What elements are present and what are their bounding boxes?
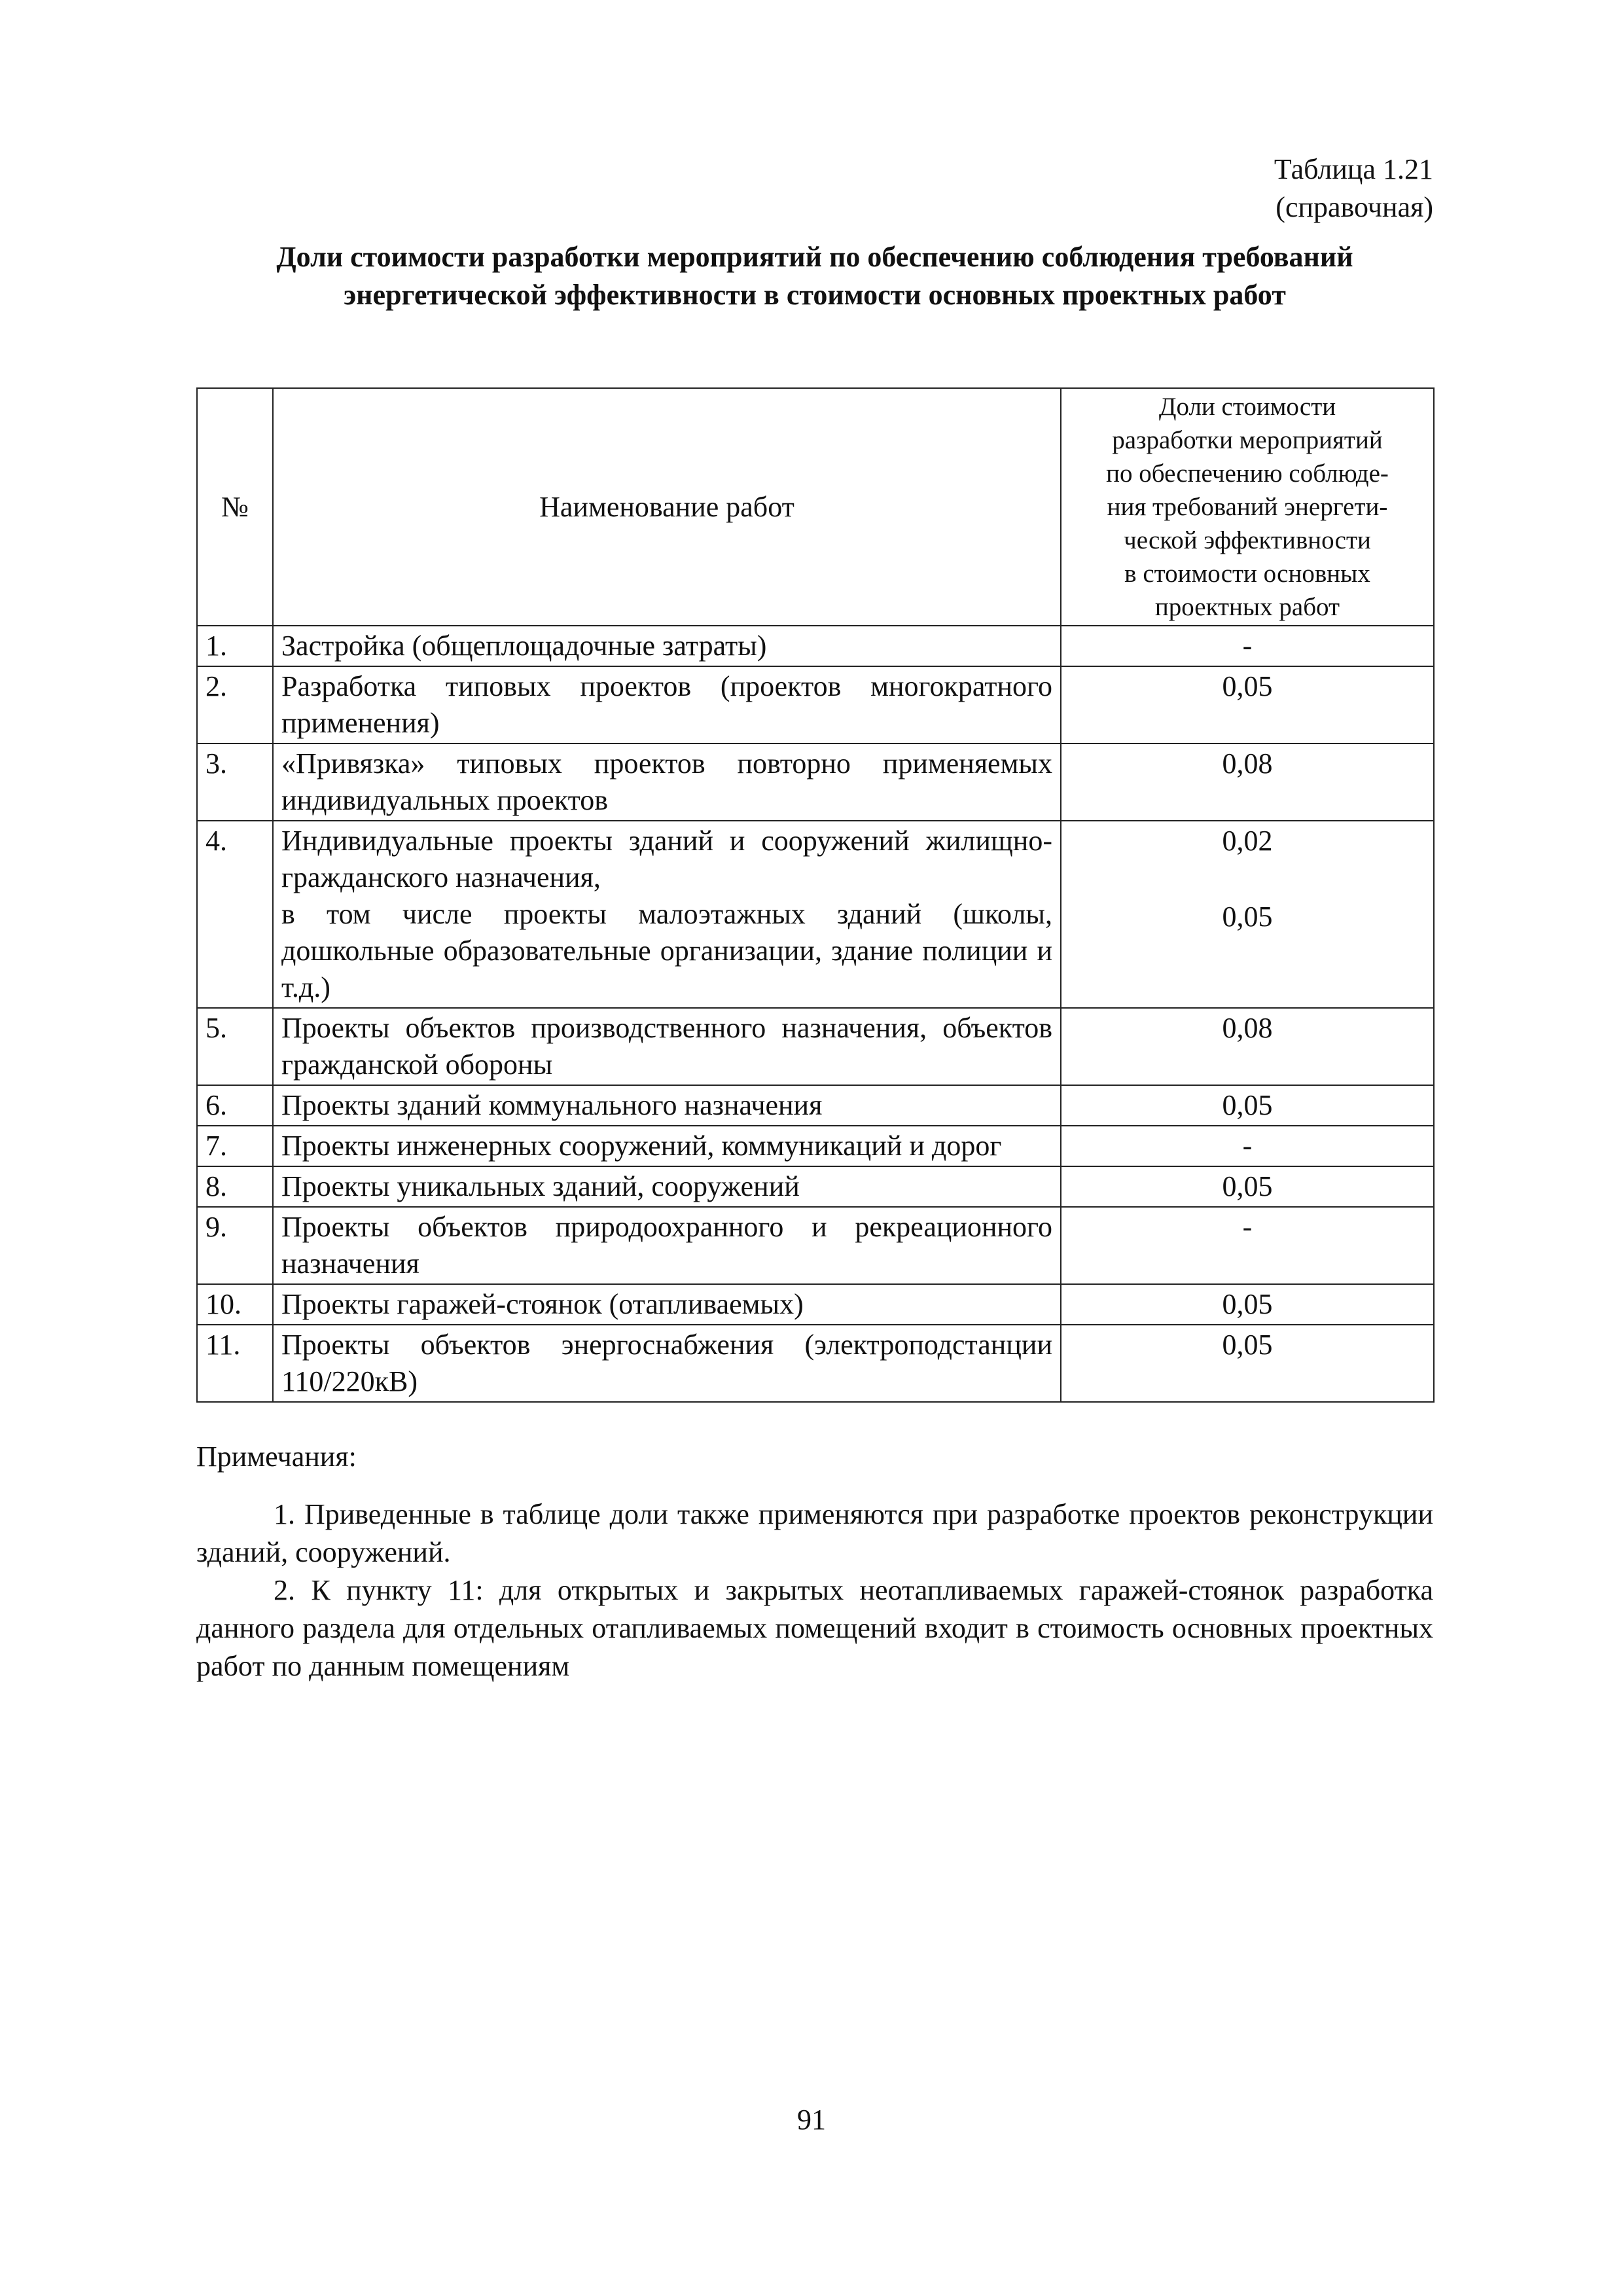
- row-name: Проекты объектов производственного назначения, объектов гражданской обороны: [273, 1008, 1061, 1085]
- row-name: «Привязка» типовых проектов повторно применяемых индивидуальных проектов: [273, 744, 1061, 821]
- row-value-multipart: [1061, 821, 1434, 1008]
- row-value-gap: [1069, 859, 1425, 899]
- row-number: 5.: [197, 1008, 273, 1085]
- row-name: Проекты гаражей-стоянок (отапливаемых): [273, 1284, 1061, 1325]
- row-number: 11.: [197, 1325, 273, 1402]
- table-title-line: Доли стоимости разработки мероприятий по обеспечению соблюдения требований: [276, 241, 1353, 273]
- row-name: Проекты инженерных сооружений, коммуникаций и дорог: [273, 1126, 1061, 1166]
- table-row: [197, 1284, 1434, 1325]
- row-name: Индивидуальные проекты зданий и сооружений жилищно-гражданского назначения,: [281, 825, 1052, 893]
- row-value-sub: 0,05: [1222, 901, 1273, 933]
- header-share-line: ческой эффективности: [1124, 526, 1371, 554]
- document-page: [196, 151, 1433, 1685]
- header-name: Наименование работ: [273, 388, 1061, 626]
- header-share-line: проектных работ: [1154, 593, 1340, 621]
- table-row: [197, 1166, 1434, 1207]
- row-name: Проекты уникальных зданий, сооружений: [273, 1166, 1061, 1207]
- row-number: 8.: [197, 1166, 273, 1207]
- row-number: 3.: [197, 744, 273, 821]
- row-number: 6.: [197, 1085, 273, 1126]
- note-item: 1. Приведенные в таблице доли также применяются при разработке проектов реконструкции зданий, сооружений.: [196, 1498, 1433, 1568]
- row-name: Разработка типовых проектов (проектов многократного применения): [273, 666, 1061, 744]
- header-share-line: разработки мероприятий: [1112, 426, 1383, 454]
- row-value: 0,05: [1061, 1284, 1434, 1325]
- row-value: -: [1061, 626, 1434, 666]
- table-row: [197, 626, 1434, 666]
- row-value: 0,05: [1061, 1085, 1434, 1126]
- cost-share-table: [196, 387, 1435, 1403]
- table-kind: (справочная): [1275, 191, 1433, 223]
- header-share-line: по обеспечению соблюде-: [1106, 459, 1389, 488]
- row-number: 7.: [197, 1126, 273, 1166]
- row-value: 0,05: [1061, 1325, 1434, 1402]
- table-row: [197, 744, 1434, 821]
- table-row: [197, 1126, 1434, 1166]
- header-number: №: [197, 388, 273, 626]
- row-number: 2.: [197, 666, 273, 744]
- table-number: Таблица 1.21: [1274, 153, 1433, 185]
- row-value: 0,05: [1061, 1166, 1434, 1207]
- row-value: 0,08: [1061, 1008, 1434, 1085]
- row-value: 0,08: [1061, 744, 1434, 821]
- row-number: 10.: [197, 1284, 273, 1325]
- table-reference: [196, 151, 1433, 226]
- row-name: Проекты объектов природоохранного и рекреационного назначения: [273, 1207, 1061, 1284]
- header-share: [1061, 388, 1434, 626]
- row-name-sub: в том числе проекты малоэтажных зданий (школы, дошкольные образовательные организации, здание полиции и т.д.): [281, 898, 1052, 1003]
- note-item: 2. К пункту 11: для открытых и закрытых неотапливаемых гаражей-стоянок разработка данного раздела для отдельных отапливаемых помещений входит в стоимость основных проектных работ по данным помещениям: [196, 1574, 1433, 1682]
- page-number: 91: [797, 2104, 826, 2136]
- row-name: Проекты объектов энергоснабжения (электроподстанции 110/220кВ): [273, 1325, 1061, 1402]
- row-number: 1.: [197, 626, 273, 666]
- row-value: 0,05: [1061, 666, 1434, 744]
- table-row: [197, 666, 1434, 744]
- row-value: -: [1061, 1126, 1434, 1166]
- table-row: [197, 821, 1434, 1008]
- table-row: [197, 1207, 1434, 1284]
- table-title: [196, 238, 1433, 314]
- notes-title: Примечания:: [196, 1441, 357, 1473]
- row-name: Застройка (общеплощадочные затраты): [273, 626, 1061, 666]
- row-number: 4.: [197, 821, 273, 1008]
- table-header-row: [197, 388, 1434, 626]
- header-share-line: Доли стоимости: [1158, 393, 1336, 421]
- row-name: Проекты зданий коммунального назначения: [273, 1085, 1061, 1126]
- header-share-line: ния требований энергети-: [1107, 493, 1388, 521]
- row-name-multipart: [273, 821, 1061, 1008]
- table-row: [197, 1085, 1434, 1126]
- table-row: [197, 1325, 1434, 1402]
- row-value: -: [1061, 1207, 1434, 1284]
- header-share-line: в стоимости основных: [1124, 560, 1370, 588]
- row-value: 0,02: [1222, 825, 1273, 857]
- table-row: [197, 1008, 1434, 1085]
- table-title-line: энергетической эффективности в стоимости основных проектных работ: [344, 279, 1286, 311]
- row-number: 9.: [197, 1207, 273, 1284]
